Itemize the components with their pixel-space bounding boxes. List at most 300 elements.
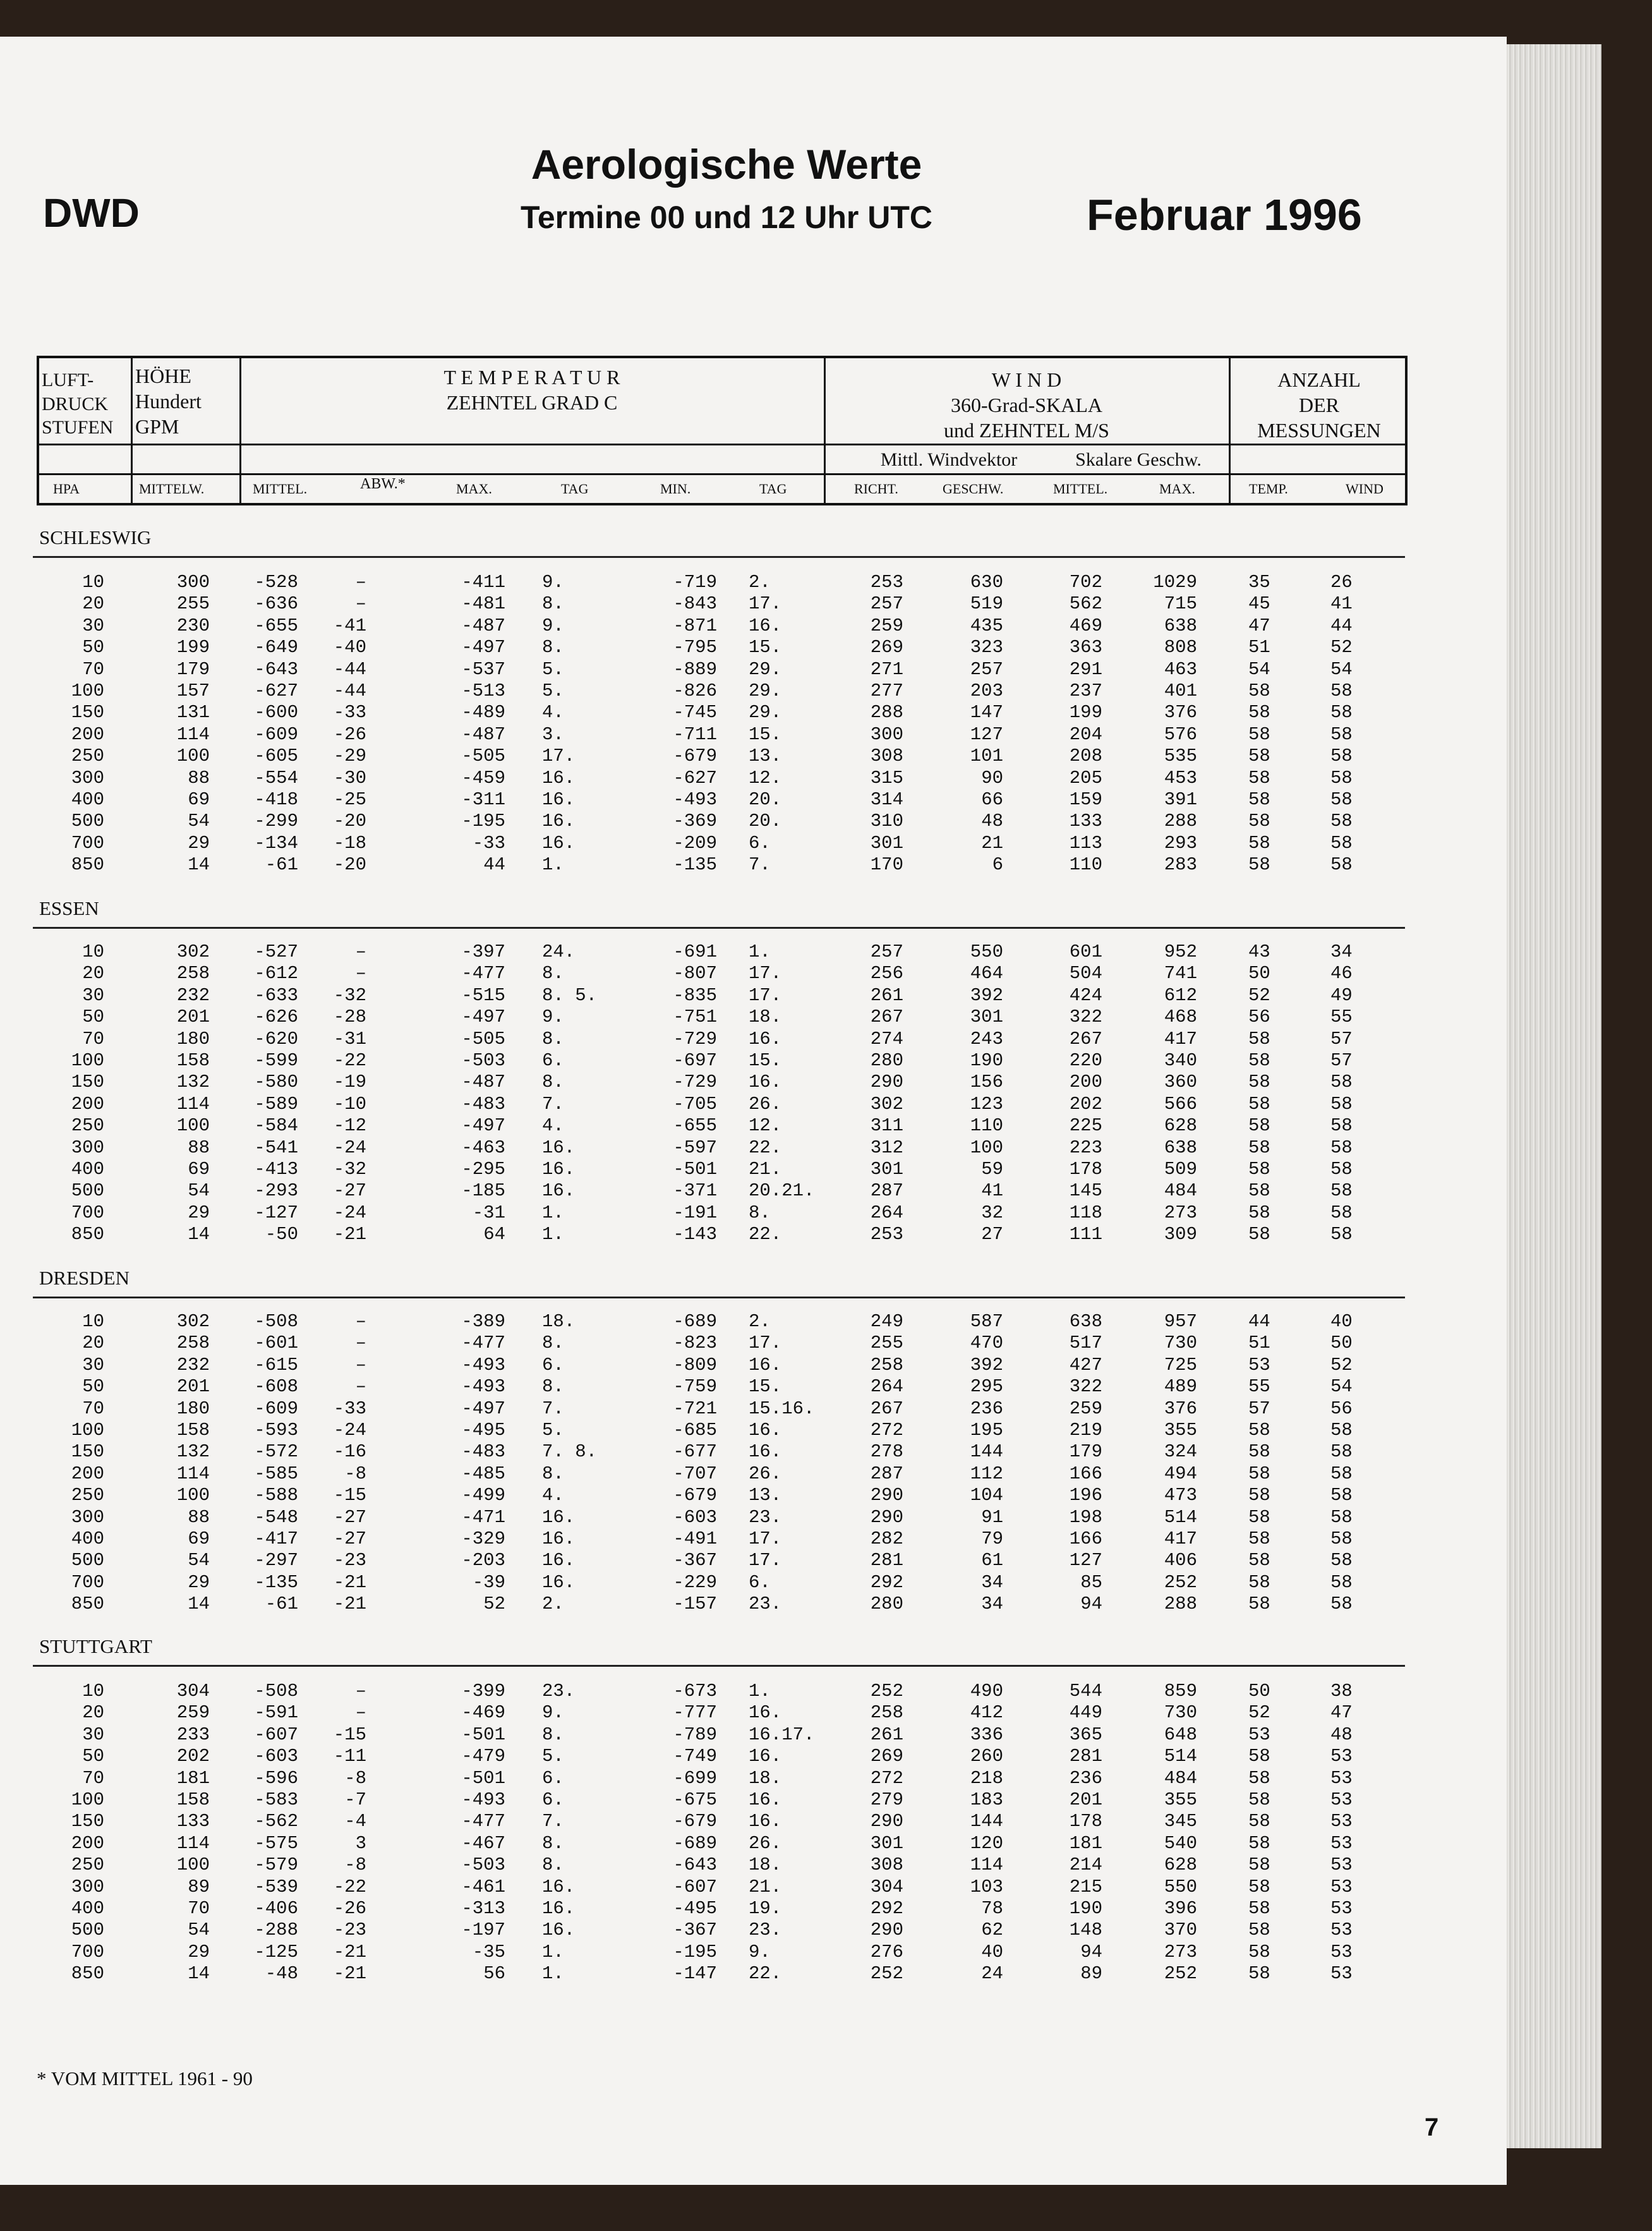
- table-cell: 55: [1248, 1376, 1270, 1398]
- table-cell: 54: [188, 811, 210, 832]
- table-cell: 19.: [749, 1898, 782, 1919]
- table-cell: -487: [461, 615, 505, 636]
- table-cell: 103: [970, 1876, 1003, 1897]
- table-cell: 8.: [542, 637, 564, 658]
- table-cell: 20.21.: [749, 1180, 815, 1202]
- table-cell: -367: [673, 1920, 717, 1941]
- station-name: STUTTGART: [39, 1635, 152, 1657]
- table-cell: 58: [1248, 1550, 1270, 1571]
- table-cell: -493: [673, 789, 717, 810]
- table-cell: 58: [1248, 1767, 1270, 1789]
- table-cell: 58: [1248, 1072, 1270, 1093]
- wind-subheader-scalar: Skalare Geschw.: [1075, 449, 1202, 470]
- table-cell: 20: [82, 593, 104, 615]
- table-cell: 16.: [542, 1898, 576, 1919]
- table-cell: 1.: [749, 1681, 771, 1702]
- table-cell: 158: [176, 1420, 210, 1441]
- table-cell: 301: [870, 832, 903, 854]
- table-cell: 58: [1248, 1854, 1270, 1876]
- table-cell: 100: [71, 1420, 104, 1441]
- table-cell: –: [355, 1354, 366, 1375]
- table-cell: 6.: [749, 832, 771, 854]
- table-cell: 1.: [542, 1202, 564, 1223]
- table-cell: 638: [1069, 1311, 1102, 1332]
- table-cell: 6.: [749, 1571, 771, 1593]
- table-cell: 45: [1248, 593, 1270, 615]
- table-cell: 237: [1069, 680, 1102, 701]
- table-cell: 255: [176, 593, 210, 615]
- table-cell: 110: [1069, 854, 1102, 876]
- table-cell: 252: [870, 1963, 903, 1985]
- table-cell: 850: [71, 1963, 104, 1985]
- table-cell: 111: [1069, 1224, 1102, 1245]
- table-cell: -367: [673, 1550, 717, 1571]
- table-cell: 29: [188, 1941, 210, 1962]
- table-cell: 58: [1248, 1093, 1270, 1115]
- table-cell: 100: [176, 1115, 210, 1137]
- table-cell: -29: [333, 746, 366, 767]
- table-cell: 219: [1069, 1420, 1102, 1441]
- table-cell: 401: [1164, 680, 1197, 701]
- table-cell: 58: [1248, 1463, 1270, 1484]
- table-cell: -32: [333, 1159, 366, 1180]
- table-cell: 257: [870, 593, 903, 615]
- table-cell: 110: [970, 1115, 1003, 1137]
- table-cell: 44: [1248, 1311, 1270, 1332]
- table-cell: 400: [71, 1898, 104, 1919]
- table-cell: 20.: [749, 789, 782, 810]
- table-cell: 302: [870, 1093, 903, 1115]
- table-cell: 301: [870, 1159, 903, 1180]
- table-cell: -493: [461, 1376, 505, 1398]
- table-cell: 156: [970, 1072, 1003, 1093]
- table-cell: 324: [1164, 1441, 1197, 1463]
- table-cell: 69: [188, 1528, 210, 1549]
- table-cell: 259: [176, 1702, 210, 1724]
- table-cell: 34: [981, 1571, 1003, 1593]
- table-cell: 8.: [542, 1376, 564, 1398]
- table-cell: –: [355, 1681, 366, 1702]
- table-cell: 180: [176, 1398, 210, 1419]
- table-cell: 576: [1164, 723, 1197, 745]
- table-cell: 200: [71, 1832, 104, 1854]
- table-cell: 255: [870, 1333, 903, 1354]
- table-cell: -537: [461, 658, 505, 680]
- table-cell: -643: [254, 658, 298, 680]
- table-cell: -191: [673, 1202, 717, 1223]
- table-cell: 9.: [542, 615, 564, 636]
- table-cell: 114: [176, 1093, 210, 1115]
- table-cell: 7.: [749, 854, 771, 876]
- table-cell: 14: [188, 1963, 210, 1985]
- table-cell: 53: [1330, 1941, 1353, 1962]
- table-cell: -313: [461, 1898, 505, 1919]
- table-cell: 258: [870, 1702, 903, 1724]
- table-cell: 17.: [749, 1333, 782, 1354]
- table-cell: -369: [673, 811, 717, 832]
- table-cell: 16.: [749, 1028, 782, 1049]
- table-cell: 700: [71, 1941, 104, 1962]
- table-cell: 101: [970, 746, 1003, 767]
- table-cell: 53: [1330, 1876, 1353, 1897]
- table-cell: 190: [970, 1050, 1003, 1071]
- table-cell: 295: [970, 1376, 1003, 1398]
- table-cell: 293: [1164, 832, 1197, 854]
- table-cell: 15.16.: [749, 1398, 815, 1419]
- table-cell: -143: [673, 1224, 717, 1245]
- table-cell: 260: [970, 1746, 1003, 1767]
- table-cell: 54: [1330, 1376, 1353, 1398]
- table-cell: -729: [673, 1072, 717, 1093]
- table-cell: 8.: [542, 963, 564, 984]
- table-cell: 26.: [749, 1093, 782, 1115]
- table-cell: 7.: [542, 1093, 564, 1115]
- table-cell: 59: [981, 1159, 1003, 1180]
- table-cell: 127: [970, 723, 1003, 745]
- table-cell: 29: [188, 832, 210, 854]
- table-cell: -697: [673, 1050, 717, 1071]
- table-cell: -745: [673, 702, 717, 723]
- table-cell: 700: [71, 832, 104, 854]
- table-cell: -527: [254, 941, 298, 962]
- table-cell: 114: [176, 723, 210, 745]
- table-cell: 1.: [542, 1224, 564, 1245]
- table-cell: 30: [82, 1724, 104, 1745]
- table-cell: 7. 8.: [542, 1441, 598, 1463]
- table-cell: 257: [870, 941, 903, 962]
- table-cell: 24: [981, 1963, 1003, 1985]
- table-cell: -515: [461, 984, 505, 1006]
- table-cell: 201: [1069, 1789, 1102, 1810]
- table-cell: -501: [673, 1159, 717, 1180]
- table-cell: 16.: [542, 811, 576, 832]
- table-cell: 16.: [542, 789, 576, 810]
- table-cell: -489: [461, 702, 505, 723]
- table-cell: –: [355, 1311, 366, 1332]
- table-cell: 58: [1330, 789, 1353, 810]
- table-cell: 58: [1248, 1159, 1270, 1180]
- table-cell: -729: [673, 1028, 717, 1049]
- table-cell: -889: [673, 658, 717, 680]
- table-cell: 417: [1164, 1528, 1197, 1549]
- table-cell: 16.: [749, 1702, 782, 1724]
- column-header-box: [37, 356, 1408, 505]
- table-cell: 301: [970, 1007, 1003, 1028]
- table-cell: 34: [981, 1593, 1003, 1615]
- table-cell: 1.: [542, 854, 564, 876]
- table-cell: 363: [1069, 637, 1102, 658]
- table-cell: 259: [870, 615, 903, 636]
- table-cell: 94: [1080, 1593, 1102, 1615]
- table-cell: 196: [1069, 1485, 1102, 1506]
- table-cell: 287: [870, 1180, 903, 1202]
- table-cell: -809: [673, 1354, 717, 1375]
- table-cell: -40: [333, 637, 366, 658]
- table-cell: -501: [461, 1767, 505, 1789]
- table-cell: 118: [1069, 1202, 1102, 1223]
- table-cell: -461: [461, 1876, 505, 1897]
- table-cell: 4.: [542, 702, 564, 723]
- table-cell: 30: [82, 1354, 104, 1375]
- table-cell: -209: [673, 832, 717, 854]
- table-cell: 58: [1248, 1941, 1270, 1962]
- table-cell: 253: [870, 572, 903, 593]
- table-cell: 8. 5.: [542, 984, 598, 1006]
- table-cell: 3: [355, 1832, 366, 1854]
- table-cell: -497: [461, 1398, 505, 1419]
- table-cell: -699: [673, 1767, 717, 1789]
- table-cell: -584: [254, 1115, 298, 1137]
- table-cell: 741: [1164, 963, 1197, 984]
- table-cell: 17.: [749, 1550, 782, 1571]
- table-cell: -541: [254, 1137, 298, 1158]
- table-cell: -299: [254, 811, 298, 832]
- table-cell: -33: [333, 1398, 366, 1419]
- table-cell: 12.: [749, 767, 782, 789]
- table-cell: 199: [176, 637, 210, 658]
- table-cell: 14: [188, 1593, 210, 1615]
- table-cell: 370: [1164, 1920, 1197, 1941]
- hoehe-header: HÖHE Hundert GPM: [135, 365, 202, 438]
- table-cell: 35: [1248, 572, 1270, 593]
- table-cell: 58: [1248, 1028, 1270, 1049]
- station-name: ESSEN: [39, 897, 99, 919]
- table-cell: -493: [461, 1354, 505, 1375]
- table-cell: 312: [870, 1137, 903, 1158]
- table-cell: -459: [461, 767, 505, 789]
- table-cell: 16.: [542, 1180, 576, 1202]
- table-cell: 601: [1069, 941, 1102, 962]
- table-cell: 8.: [542, 1463, 564, 1484]
- table-cell: 144: [970, 1441, 1003, 1463]
- table-cell: 58: [1248, 1115, 1270, 1137]
- table-cell: 58: [1248, 1876, 1270, 1897]
- table-cell: 54: [1330, 658, 1353, 680]
- table-cell: -406: [254, 1898, 298, 1919]
- table-cell: 56: [483, 1963, 505, 1985]
- table-cell: -554: [254, 767, 298, 789]
- table-cell: 56: [1248, 1007, 1270, 1028]
- table-cell: 484: [1164, 1767, 1197, 1789]
- table-cell: -399: [461, 1681, 505, 1702]
- table-cell: 400: [71, 1528, 104, 1549]
- table-cell: 58: [1248, 1963, 1270, 1985]
- table-cell: -11: [333, 1746, 366, 1767]
- table-cell: -497: [461, 1115, 505, 1137]
- table-cell: -548: [254, 1506, 298, 1528]
- table-cell: 8.: [542, 1832, 564, 1854]
- table-cell: 114: [176, 1463, 210, 1484]
- table-cell: 61: [981, 1550, 1003, 1571]
- table-cell: -31: [333, 1028, 366, 1049]
- table-cell: -483: [461, 1441, 505, 1463]
- table-cell: 16.: [542, 1920, 576, 1941]
- table-cell: -295: [461, 1159, 505, 1180]
- table-cell: -16: [333, 1441, 366, 1463]
- table-cell: 100: [970, 1137, 1003, 1158]
- table-cell: 183: [970, 1789, 1003, 1810]
- table-cell: 58: [1330, 1093, 1353, 1115]
- table-cell: -15: [333, 1724, 366, 1745]
- table-cell: 504: [1069, 963, 1102, 984]
- table-cell: 396: [1164, 1898, 1197, 1919]
- luftdruck-header: LUFT- DRUCK STUFEN: [42, 370, 114, 438]
- table-cell: 8.: [542, 1333, 564, 1354]
- table-cell: 100: [176, 1485, 210, 1506]
- table-cell: 16.: [749, 1789, 782, 1810]
- table-cell: -44: [333, 680, 366, 701]
- station-rule: [33, 1665, 1405, 1667]
- table-cell: -777: [673, 1702, 717, 1724]
- table-cell: 648: [1164, 1724, 1197, 1745]
- table-cell: 700: [71, 1202, 104, 1223]
- table-cell: 519: [970, 593, 1003, 615]
- table-cell: 269: [870, 1746, 903, 1767]
- table-cell: 202: [1069, 1093, 1102, 1115]
- table-cell: 50: [82, 637, 104, 658]
- table-cell: 20: [82, 1702, 104, 1724]
- table-cell: 133: [176, 1811, 210, 1832]
- table-cell: 376: [1164, 1398, 1197, 1419]
- table-cell: 544: [1069, 1681, 1102, 1702]
- table-cell: 29: [188, 1571, 210, 1593]
- table-cell: -503: [461, 1050, 505, 1071]
- table-cell: 89: [1080, 1963, 1102, 1985]
- table-cell: -127: [254, 1202, 298, 1223]
- table-cell: -497: [461, 1007, 505, 1028]
- table-cell: 345: [1164, 1811, 1197, 1832]
- table-cell: 58: [1330, 1115, 1353, 1137]
- table-cell: -589: [254, 1093, 298, 1115]
- table-cell: -597: [673, 1137, 717, 1158]
- table-cell: 53: [1330, 1789, 1353, 1810]
- table-cell: 16.: [542, 1159, 576, 1180]
- table-cell: -612: [254, 963, 298, 984]
- table-cell: 70: [82, 1398, 104, 1419]
- table-cell: -4: [344, 1811, 366, 1832]
- table-cell: -679: [673, 746, 717, 767]
- table-cell: 23.: [749, 1920, 782, 1941]
- table-cell: 20: [82, 963, 104, 984]
- table-cell: 264: [870, 1202, 903, 1223]
- table-cell: 181: [176, 1767, 210, 1789]
- table-cell: -23: [333, 1920, 366, 1941]
- table-cell: 113: [1069, 832, 1102, 854]
- table-cell: 10: [82, 572, 104, 593]
- table-cell: 41: [981, 1180, 1003, 1202]
- table-cell: 22.: [749, 1224, 782, 1245]
- table-cell: 17.: [749, 984, 782, 1006]
- table-cell: 5.: [542, 1746, 564, 1767]
- table-cell: -463: [461, 1137, 505, 1158]
- page-title: Aerologische Werte: [531, 141, 922, 188]
- table-cell: 144: [970, 1811, 1003, 1832]
- table-cell: 166: [1069, 1528, 1102, 1549]
- table-cell: 58: [1248, 1137, 1270, 1158]
- table-cell: 66: [981, 789, 1003, 810]
- table-cell: 500: [71, 811, 104, 832]
- table-cell: 32: [981, 1202, 1003, 1223]
- table-cell: -21: [333, 1941, 366, 1962]
- table-cell: 91: [981, 1506, 1003, 1528]
- station-rule: [33, 1297, 1405, 1298]
- table-cell: -789: [673, 1724, 717, 1745]
- table-cell: 8.: [542, 1072, 564, 1093]
- table-cell: 232: [176, 984, 210, 1006]
- table-cell: 58: [1248, 832, 1270, 854]
- table-cell: 50: [1330, 1333, 1353, 1354]
- table-cell: -626: [254, 1007, 298, 1028]
- table-cell: 58: [1330, 767, 1353, 789]
- table-cell: 509: [1164, 1159, 1197, 1180]
- table-cell: -297: [254, 1550, 298, 1571]
- table-cell: 280: [870, 1050, 903, 1071]
- table-cell: 10: [82, 1311, 104, 1332]
- table-cell: -15: [333, 1485, 366, 1506]
- table-cell: 54: [188, 1920, 210, 1941]
- table-cell: -679: [673, 1811, 717, 1832]
- table-cell: -679: [673, 1485, 717, 1506]
- table-cell: -501: [461, 1724, 505, 1745]
- table-cell: -572: [254, 1441, 298, 1463]
- table-cell: 157: [176, 680, 210, 701]
- table-cell: -10: [333, 1093, 366, 1115]
- table-cell: 195: [970, 1420, 1003, 1441]
- table-cell: 58: [1330, 1550, 1353, 1571]
- table-cell: -27: [333, 1180, 366, 1202]
- table-cell: 21.: [749, 1876, 782, 1897]
- table-cell: -22: [333, 1876, 366, 1897]
- table-cell: 51: [1248, 1333, 1270, 1354]
- table-cell: -24: [333, 1137, 366, 1158]
- table-cell: -508: [254, 1311, 298, 1332]
- table-cell: –: [355, 941, 366, 962]
- table-cell: -293: [254, 1180, 298, 1202]
- table-cell: -593: [254, 1420, 298, 1441]
- table-cell: 273: [1164, 1202, 1197, 1223]
- table-cell: 53: [1248, 1354, 1270, 1375]
- table-cell: 2.: [749, 572, 771, 593]
- table-cell: 26: [1330, 572, 1353, 593]
- table-cell: 261: [870, 984, 903, 1006]
- table-cell: 53: [1330, 1854, 1353, 1876]
- temperatur-header: T E M P E R A T U R ZEHNTEL GRAD C: [443, 366, 620, 414]
- table-cell: 202: [176, 1746, 210, 1767]
- table-cell: -579: [254, 1854, 298, 1876]
- table-cell: 292: [870, 1898, 903, 1919]
- table-cell: 355: [1164, 1420, 1197, 1441]
- table-cell: -411: [461, 572, 505, 593]
- table-cell: -649: [254, 637, 298, 658]
- table-cell: -871: [673, 615, 717, 636]
- table-cell: 308: [870, 746, 903, 767]
- table-cell: 204: [1069, 723, 1102, 745]
- table-cell: 150: [71, 1072, 104, 1093]
- unit-tag: TAG: [561, 481, 589, 497]
- table-cell: 427: [1069, 1354, 1102, 1375]
- table-cell: 273: [1164, 1941, 1197, 1962]
- table-cell: 30: [82, 615, 104, 636]
- table-cell: 114: [176, 1832, 210, 1854]
- table-cell: -751: [673, 1007, 717, 1028]
- table-cell: 8.: [542, 1724, 564, 1745]
- table-cell: 88: [188, 767, 210, 789]
- table-cell: 100: [176, 746, 210, 767]
- table-cell: -39: [472, 1571, 505, 1593]
- table-cell: 264: [870, 1376, 903, 1398]
- table-cell: -413: [254, 1159, 298, 1180]
- table-cell: 58: [1330, 746, 1353, 767]
